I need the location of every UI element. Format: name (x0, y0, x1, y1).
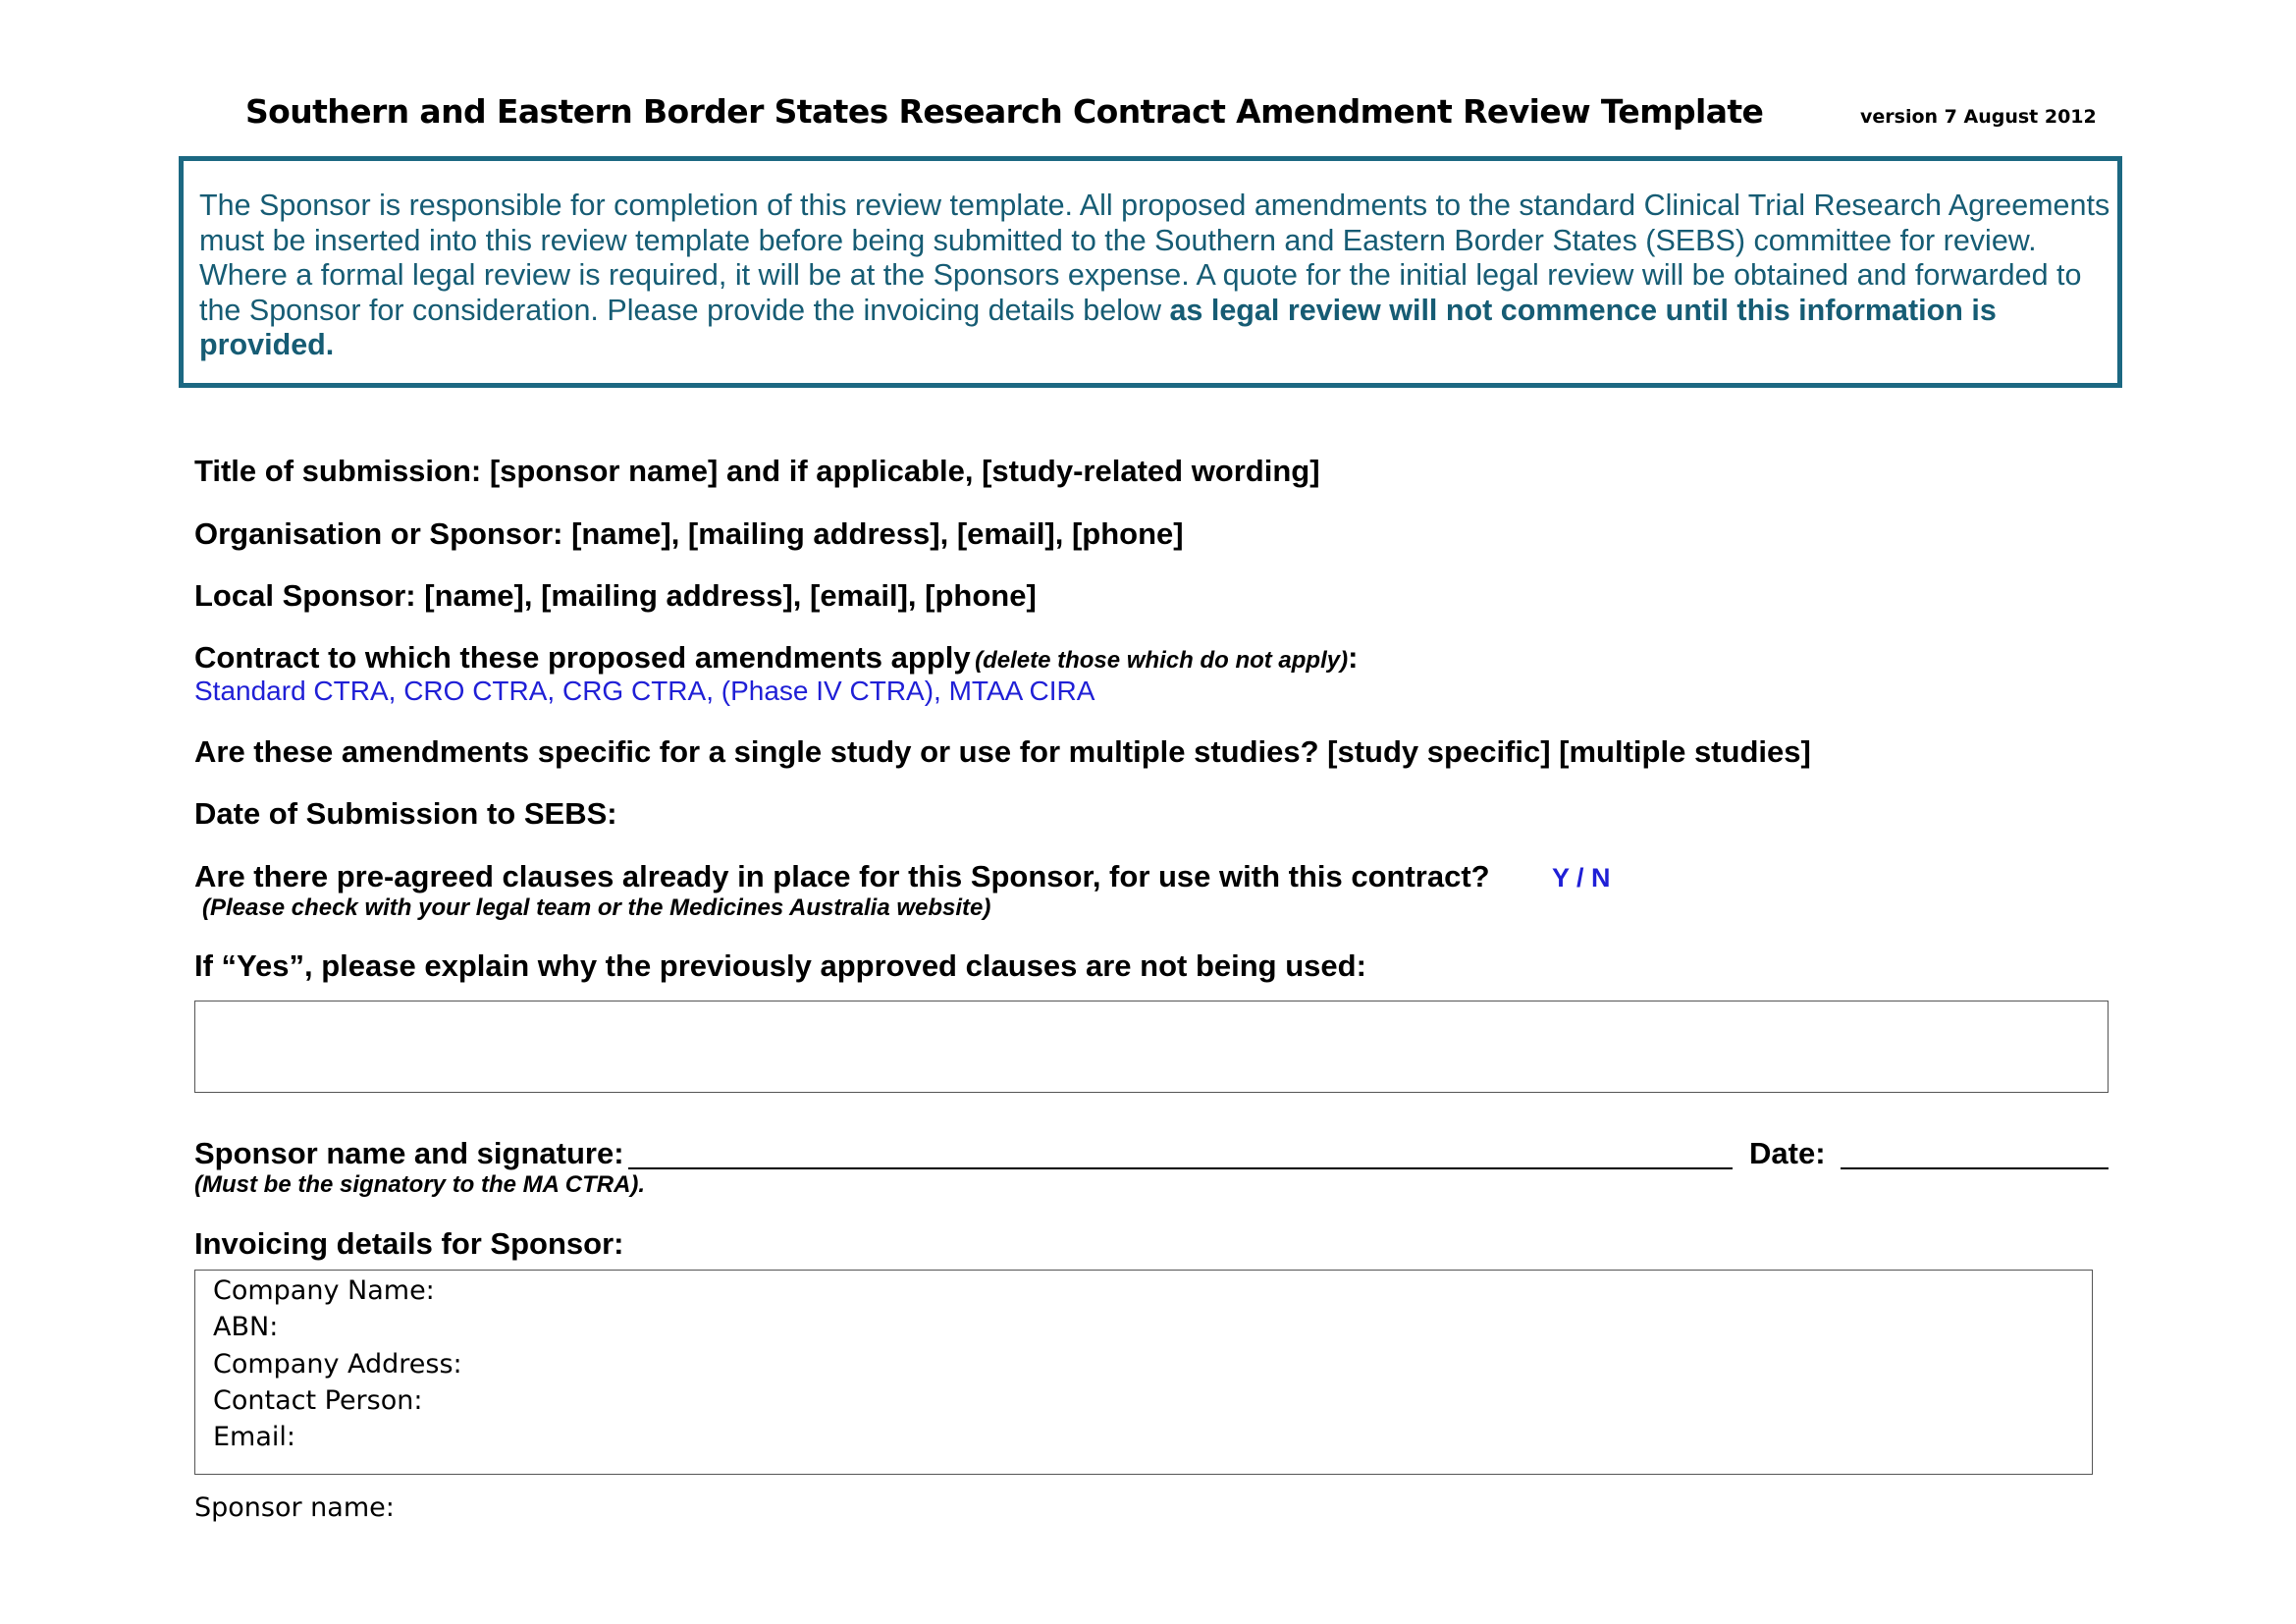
contract-heading (194, 640, 1358, 676)
contract-options: Standard CTRA, CRO CTRA, CRG CTRA, (Phase IV CTRA), MTAA CIRA (194, 676, 1095, 706)
signatory-note: (Must be the signatory to the MA CTRA). (194, 1171, 646, 1198)
date-of-submission: Date of Submission to SEBS: (194, 796, 617, 831)
date-line[interactable] (1841, 1167, 2109, 1169)
contact-person-field: Contact Person: (213, 1385, 423, 1416)
if-yes-explain-label: If “Yes”, please explain why the previously approved clauses are not being used: (194, 948, 1366, 983)
organisation-or-sponsor: Organisation or Sponsor: [name], [mailing address], [email], [phone] (194, 516, 1184, 551)
version-label: version 7 August 2012 (1860, 106, 2097, 128)
email-field: Email: (213, 1422, 296, 1452)
invoicing-heading: Invoicing details for Sponsor: (194, 1226, 624, 1261)
abn-field: ABN: (213, 1312, 279, 1342)
preagreed-yes-no[interactable]: Y / N (1552, 863, 1611, 893)
instructions-plain: The Sponsor is responsible for completion of this review template. All proposed amendments to the standard Clinical Trial Research Agreements must be inserted into this review template before being submitted to the Southern and Eastern Border States (SEBS) committee for review. Where a formal legal review is required, it will be at the Sponsors expense. A quote for the initial legal review will be obtained and forwarded to the Sponsor for consideration. Please provide the invoicing details below (199, 189, 2110, 327)
sponsor-signature-label: Sponsor name and signature: (194, 1136, 624, 1170)
company-name-field: Company Name: (213, 1275, 435, 1306)
instructions-box (179, 156, 2122, 388)
title-of-submission: Title of submission: [sponsor name] and if applicable, [study-related wording] (194, 454, 1320, 488)
explanation-textbox[interactable] (194, 1001, 2109, 1093)
document-title: Southern and Eastern Border States Research Contract Amendment Review Template (245, 92, 1764, 131)
date-label: Date: (1749, 1136, 1826, 1170)
contract-note: (delete those which do not apply) (975, 647, 1349, 674)
instructions-bold: as legal review will not commence until this information is provided. (199, 293, 1997, 361)
local-sponsor: Local Sponsor: [name], [mailing address], [email], [phone] (194, 578, 1037, 613)
invoicing-details-box[interactable] (194, 1270, 2093, 1475)
contract-label: Contract to which these proposed amendments apply (194, 640, 971, 675)
sponsor-name-footer: Sponsor name: (194, 1492, 395, 1523)
instructions-text (199, 189, 2113, 363)
preagreed-question: Are there pre-agreed clauses already in place for this Sponsor, for use with this contract? (194, 859, 1490, 893)
company-address-field: Company Address: (213, 1349, 462, 1380)
contract-colon: : (1348, 640, 1359, 675)
amendments-specific-question: Are these amendments specific for a single study or use for multiple studies? [study specific] [multiple studies] (194, 734, 1811, 769)
preagreed-note: (Please check with your legal team or the Medicines Australia website) (202, 894, 991, 921)
signature-line[interactable] (628, 1167, 1733, 1169)
